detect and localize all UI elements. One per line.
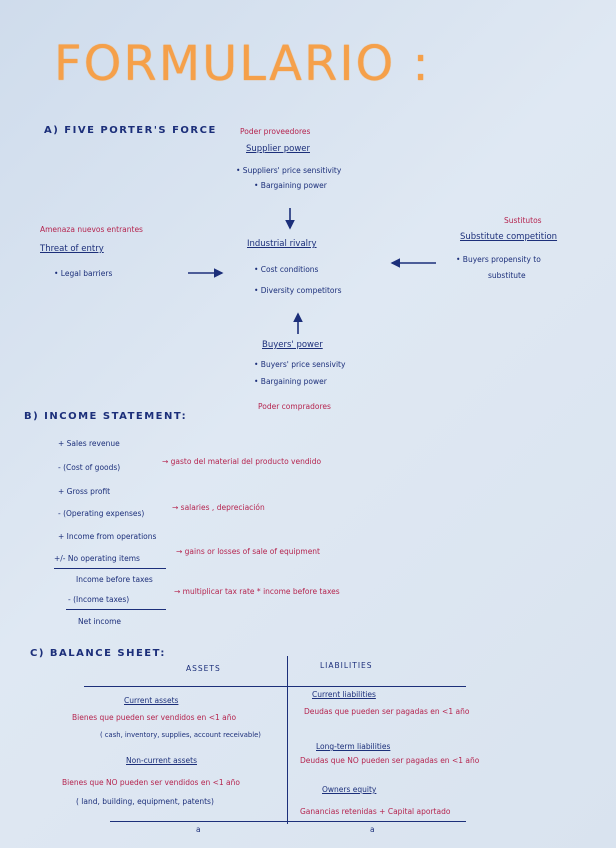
income-note-2: → gasto del material del producto vendido (162, 457, 322, 466)
divider-2 (66, 609, 166, 610)
substitute-es: Sustitutos (504, 216, 542, 225)
substitute-bullet-2: substitute (488, 271, 526, 280)
supplier-bullet-1: • Suppliers' price sensitivity (236, 166, 342, 175)
divider-1 (54, 568, 166, 569)
balance-heading: C) BALANCE SHEET: (30, 648, 166, 659)
current-assets-title: Current assets (124, 696, 179, 705)
longterm-liabilities-title: Long-term liabilities (316, 742, 391, 751)
rivalry-bullet-1: • Cost conditions (254, 265, 319, 274)
current-liabilities-title: Current liabilities (312, 690, 376, 699)
income-row-1: + Sales revenue (58, 439, 120, 448)
rivalry-title: Industrial rivalry (247, 239, 317, 249)
substitute-bullet-1: • Buyers propensity to (456, 255, 541, 264)
porter-heading: A) FIVE PORTER'S FORCE (44, 125, 217, 136)
longterm-liabilities-desc: Deudas que NO pueden ser pagadas en <1 año (300, 756, 480, 765)
income-row-4: - (Operating expenses) (58, 509, 145, 518)
current-assets-list: ( cash, inventory, supplies, account receivable) (100, 731, 261, 739)
income-row-2: - (Cost of goods) (58, 463, 121, 472)
noncurrent-assets-list: ( land, building, equipment, patents) (76, 797, 214, 806)
t-account-vertical (287, 656, 288, 824)
buyers-es: Poder compradores (258, 402, 331, 411)
buyers-bullet-2: • Bargaining power (254, 377, 327, 386)
income-note-8: → multiplicar tax rate * income before taxes (174, 587, 340, 596)
total-liabilities: a (370, 825, 375, 834)
substitute-title: Substitute competition (460, 232, 558, 242)
page-title: FORMULARIO : (54, 36, 431, 92)
liabilities-header: LIABILITIES (320, 661, 373, 670)
current-liabilities-desc: Deudas que pueden ser pagadas en <1 año (304, 707, 470, 716)
entry-es: Amenaza nuevos entrantes (40, 225, 143, 234)
total-assets: a (196, 825, 201, 834)
income-row-6: +/- No operating items (54, 554, 140, 563)
income-heading: B) INCOME STATEMENT: (24, 411, 188, 422)
income-row-5: + Income from operations (58, 532, 157, 541)
income-row-8: - (Income taxes) (68, 595, 130, 604)
buyers-bullet-1: • Buyers' price sensivity (254, 360, 346, 369)
income-note-6: → gains or losses of sale of equipment (176, 547, 321, 556)
assets-header: ASSETS (186, 664, 221, 673)
owners-equity-title: Owners equity (322, 785, 377, 794)
buyers-title: Buyers' power (262, 340, 323, 350)
supplier-bullet-2: • Bargaining power (254, 181, 327, 190)
owners-equity-desc: Ganancias retenidas + Capital aportado (300, 807, 451, 816)
current-assets-desc: Bienes que pueden ser vendidos en <1 año (72, 713, 237, 722)
totals-line (110, 821, 466, 822)
rivalry-bullet-2: • Diversity competitors (254, 286, 342, 295)
income-row-3: + Gross profit (58, 487, 111, 496)
supplier-title: Supplier power (246, 144, 310, 154)
noncurrent-assets-desc: Bienes que NO pueden ser vendidos en <1 año (62, 778, 240, 787)
t-account-horizontal (84, 686, 466, 687)
supplier-es: Poder proveedores (240, 127, 311, 136)
income-row-7: Income before taxes (76, 575, 153, 584)
entry-title: Threat of entry (40, 244, 104, 254)
income-row-9: Net income (78, 617, 122, 626)
noncurrent-assets-title: Non-current assets (126, 756, 197, 765)
entry-bullet-1: • Legal barriers (54, 269, 113, 278)
income-note-4: → salaries , depreciación (172, 503, 265, 512)
